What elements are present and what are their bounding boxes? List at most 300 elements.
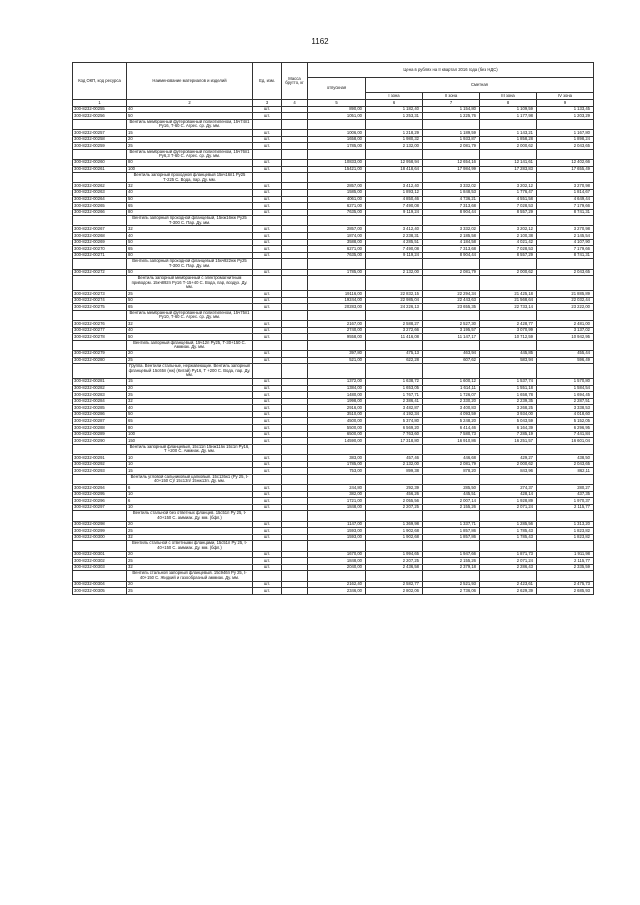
zone-3-cell: 1 858,28 — [480, 136, 537, 143]
group-description: Вентиль запорный фланцевый, 15ч12п Ру25, Т-30+150 С. Аммиак. Ду. мм. — [127, 340, 253, 350]
zone-3-cell: 1 776,47 — [480, 189, 537, 196]
mass-cell — [282, 246, 308, 253]
mass-cell — [282, 511, 308, 521]
mass-cell — [282, 113, 308, 120]
zone-2-cell: 2 379,18 — [423, 564, 480, 571]
zone-1-cell — [366, 173, 423, 183]
zone-3-cell: 3 934,00 — [480, 411, 537, 418]
zone-1-cell: 475,13 — [366, 350, 423, 357]
dn-cell: 32 — [127, 534, 253, 541]
zone-4-cell: 2 043,65 — [537, 461, 594, 468]
price-cell: 1585,00 — [308, 189, 366, 196]
zone-3-cell: 22 733,14 — [480, 304, 537, 311]
unit-cell: шт. — [253, 304, 282, 311]
zone-1-cell: 1 893,12 — [366, 189, 423, 196]
zone-1-cell: 7 490,08 — [366, 203, 423, 210]
table-row — [73, 159, 594, 166]
unit-cell: шт. — [253, 398, 282, 405]
mass-cell — [282, 149, 308, 159]
column-index: 3 — [253, 100, 282, 107]
zone-1-cell: 622,28 — [366, 357, 423, 364]
zone-2-cell: 8 904,44 — [423, 252, 480, 259]
column-index: 6 — [366, 100, 423, 107]
zone-4-cell: 6 296,95 — [537, 425, 594, 432]
dn-cell: 25 — [127, 143, 253, 150]
price-cell: 1384,00 — [308, 385, 366, 392]
group-header-row — [73, 340, 594, 350]
mass-cell — [282, 189, 308, 196]
zone-2-cell: 7 313,68 — [423, 203, 480, 210]
zone-3-cell: 1 928,89 — [480, 498, 537, 505]
code-cell — [73, 119, 127, 129]
zone-2-cell: 1 154,80 — [423, 106, 480, 113]
dn-cell: 25 — [127, 392, 253, 399]
price-cell: 2916,00 — [308, 405, 366, 412]
zone-2-cell — [423, 276, 480, 291]
mass-cell — [282, 564, 308, 571]
table-row — [73, 350, 594, 357]
zone-3-cell: 2 423,61 — [480, 581, 537, 588]
column-index: 8 — [480, 100, 537, 107]
dn-cell: 100 — [127, 431, 253, 438]
price-cell — [308, 571, 366, 581]
zone-4-cell: 2 115,77 — [537, 558, 594, 565]
unit-cell: шт. — [253, 418, 282, 425]
group-header-row — [73, 474, 594, 484]
zone-4-cell: 1 133,45 — [537, 106, 594, 113]
mass-cell — [282, 425, 308, 432]
code-cell: 300-8232-00257 — [73, 129, 127, 136]
mass-cell — [282, 334, 308, 341]
mass-cell — [282, 461, 308, 468]
table-row — [73, 189, 594, 196]
unit-cell — [253, 541, 282, 551]
zone-4-cell — [537, 340, 594, 350]
price-cell: 1372,00 — [308, 378, 366, 385]
mass-cell — [282, 558, 308, 565]
zone-4-cell — [537, 571, 594, 581]
table-row — [73, 334, 594, 341]
dn-cell: 25 — [127, 558, 253, 565]
price-cell: 1721,00 — [308, 498, 366, 505]
header-zone-4: IV зона — [537, 93, 594, 100]
zone-2-cell: 1 726,07 — [423, 392, 480, 399]
zone-3-cell: 1 785,43 — [480, 534, 537, 541]
zone-1-cell: 1 767,71 — [366, 392, 423, 399]
zone-2-cell — [423, 119, 480, 129]
price-cell: 383,00 — [308, 455, 366, 462]
price-cell: 3510,00 — [308, 411, 366, 418]
unit-cell: шт. — [253, 350, 282, 357]
zone-2-cell: 16 910,86 — [423, 438, 480, 445]
dn-cell: 15 — [127, 129, 253, 136]
zone-4-cell: 2 043,65 — [537, 269, 594, 276]
zone-3-cell — [480, 571, 537, 581]
zone-1-cell — [366, 340, 423, 350]
dn-cell: 10 — [127, 461, 253, 468]
mass-cell — [282, 239, 308, 246]
table-row — [73, 327, 594, 334]
zone-4-cell: 23 222,00 — [537, 304, 594, 311]
zone-3-cell: 1 143,21 — [480, 129, 537, 136]
table-row — [73, 438, 594, 445]
table-row — [73, 357, 594, 364]
code-cell: 300-8232-00283 — [73, 392, 127, 399]
zone-2-cell: 2 081,79 — [423, 143, 480, 150]
zone-2-cell: 2 155,26 — [423, 504, 480, 511]
zone-1-cell: 24 226,13 — [366, 304, 423, 311]
dn-cell: 25 — [127, 588, 253, 595]
mass-cell — [282, 119, 308, 129]
table-row — [73, 297, 594, 304]
mass-cell — [282, 455, 308, 462]
price-cell: 2857,00 — [308, 183, 366, 190]
zone-2-cell: 2 081,79 — [423, 461, 480, 468]
zone-1-cell — [366, 216, 423, 226]
mass-cell — [282, 136, 308, 143]
table-row — [73, 203, 594, 210]
table-row — [73, 136, 594, 143]
zone-2-cell — [423, 216, 480, 226]
unit-cell: шт. — [253, 551, 282, 558]
code-cell: 300-8232-00268 — [73, 233, 127, 240]
dn-cell: 32 — [127, 183, 253, 190]
zone-2-cell: 7 580,73 — [423, 431, 480, 438]
zone-4-cell — [537, 276, 594, 291]
zone-2-cell: 4 184,58 — [423, 239, 480, 246]
zone-2-cell: 607,62 — [423, 357, 480, 364]
unit-cell: шт. — [253, 558, 282, 565]
zone-2-cell: 6 414,46 — [423, 425, 480, 432]
dn-cell: 20 — [127, 521, 253, 528]
zone-2-cell: 3 400,83 — [423, 405, 480, 412]
code-cell: 300-8232-00296 — [73, 498, 127, 505]
mass-cell — [282, 304, 308, 311]
group-header-row — [73, 119, 594, 129]
code-cell: 300-8232-00258 — [73, 136, 127, 143]
zone-1-cell: 2 132,00 — [366, 269, 423, 276]
mass-cell — [282, 276, 308, 291]
zone-3-cell: 1 551,18 — [480, 385, 537, 392]
unit-cell: шт. — [253, 564, 282, 571]
price-cell: 1998,00 — [308, 398, 366, 405]
mass-cell — [282, 340, 308, 350]
zone-2-cell: 1 857,86 — [423, 534, 480, 541]
zone-1-cell: 5 374,80 — [366, 418, 423, 425]
mass-cell — [282, 297, 308, 304]
table-row — [73, 558, 594, 565]
mass-cell — [282, 485, 308, 492]
zone-3-cell — [480, 541, 537, 551]
price-cell: 20283,00 — [308, 304, 366, 311]
zone-3-cell: 1 785,43 — [480, 528, 537, 535]
zone-4-cell — [537, 310, 594, 320]
price-cell: 4061,00 — [308, 196, 366, 203]
table-row — [73, 291, 594, 298]
zone-4-cell: 12 402,66 — [537, 159, 594, 166]
zone-1-cell — [366, 119, 423, 129]
table-row — [73, 233, 594, 240]
code-cell: 300-8232-00276 — [73, 320, 127, 327]
zone-2-cell — [423, 364, 480, 379]
mass-cell — [282, 143, 308, 150]
mass-cell — [282, 392, 308, 399]
zone-4-cell — [537, 216, 594, 226]
price-cell — [308, 173, 366, 183]
price-cell: 19116,00 — [308, 291, 366, 298]
unit-cell: шт. — [253, 327, 282, 334]
mass-cell — [282, 411, 308, 418]
zone-1-cell: 3 482,87 — [366, 405, 423, 412]
unit-cell: шт. — [253, 203, 282, 210]
mass-cell — [282, 159, 308, 166]
unit-cell — [253, 276, 282, 291]
table-row — [73, 425, 594, 432]
mass-cell — [282, 385, 308, 392]
table-row — [73, 411, 594, 418]
zone-1-cell: 11 416,08 — [366, 334, 423, 341]
unit-cell: шт. — [253, 392, 282, 399]
zone-4-cell: 2 685,93 — [537, 588, 594, 595]
code-cell: 300-8232-00291 — [73, 455, 127, 462]
price-cell: 1480,00 — [308, 392, 366, 399]
mass-cell — [282, 468, 308, 475]
mass-cell — [282, 173, 308, 183]
price-cell: 2040,00 — [308, 564, 366, 571]
zone-1-cell: 1 902,68 — [366, 534, 423, 541]
price-cell: 7635,00 — [308, 252, 366, 259]
unit-cell: шт. — [253, 297, 282, 304]
code-cell: 300-8232-00285 — [73, 405, 127, 412]
table-row — [73, 392, 594, 399]
group-description: Вентиль запорный проходной фланцевый 15кч922нж Ру25 Т-300 С. Пар. Ду. мм. — [127, 259, 253, 269]
code-cell: 300-8232-00255 — [73, 106, 127, 113]
mass-cell — [282, 364, 308, 379]
zone-1-cell: 2 802,06 — [366, 588, 423, 595]
table-row — [73, 521, 594, 528]
unit-cell — [253, 511, 282, 521]
mass-cell — [282, 291, 308, 298]
mass-cell — [282, 327, 308, 334]
unit-cell — [253, 310, 282, 320]
group-description: Вентиль запорный проходной фланцевый 15кч16п1 Ру25 Т-225 С. Вода, пар. Ду. мм. — [127, 173, 253, 183]
zone-2-cell: 3 332,02 — [423, 226, 480, 233]
price-table — [72, 62, 594, 595]
price-cell — [308, 259, 366, 269]
zone-3-cell: 3 202,12 — [480, 183, 537, 190]
price-cell: 14590,00 — [308, 438, 366, 445]
code-cell — [73, 173, 127, 183]
zone-4-cell: 3 338,53 — [537, 405, 594, 412]
unit-cell: шт. — [253, 357, 282, 364]
group-description: Группа. Вентили стальные, нержавеющие. Вентиль запорный фланцевый 15с65п (нж) (Китай) Ру16, Т +200 С. Вода, пар. Ду. мм. — [127, 364, 253, 379]
zone-4-cell: 437,35 — [537, 491, 594, 498]
zone-3-cell: 2 000,62 — [480, 269, 537, 276]
mass-cell — [282, 498, 308, 505]
zone-1-cell: 2 207,25 — [366, 504, 423, 511]
unit-cell — [253, 340, 282, 350]
code-cell — [73, 310, 127, 320]
zone-1-cell: 2 132,00 — [366, 143, 423, 150]
dn-cell: 10 — [127, 491, 253, 498]
zone-2-cell: 23 655,35 — [423, 304, 480, 311]
zone-4-cell: 1 823,82 — [537, 534, 594, 541]
dn-cell: 10 — [127, 455, 253, 462]
mass-cell — [282, 203, 308, 210]
zone-1-cell: 2 582,77 — [366, 581, 423, 588]
header-name: Наименование материалов и изделий — [127, 63, 253, 100]
code-cell — [73, 541, 127, 551]
zone-3-cell — [480, 444, 537, 454]
code-cell — [73, 216, 127, 226]
mass-cell — [282, 183, 308, 190]
dn-cell: 6 — [127, 485, 253, 492]
mass-cell — [282, 438, 308, 445]
table-row — [73, 209, 594, 216]
price-cell: 382,00 — [308, 491, 366, 498]
table-row — [73, 113, 594, 120]
zone-1-cell: 22 985,04 — [366, 297, 423, 304]
code-cell: 300-8232-00278 — [73, 334, 127, 341]
code-cell — [73, 340, 127, 350]
zone-2-cell — [423, 340, 480, 350]
zone-3-cell: 2 629,39 — [480, 588, 537, 595]
zone-2-cell: 1 225,76 — [423, 113, 480, 120]
zone-3-cell: 583,94 — [480, 357, 537, 364]
unit-cell: шт. — [253, 405, 282, 412]
mass-cell — [282, 106, 308, 113]
zone-4-cell: 2 145,54 — [537, 233, 594, 240]
column-index-row — [73, 100, 594, 107]
zone-3-cell: 1 537,74 — [480, 378, 537, 385]
unit-cell: шт. — [253, 334, 282, 341]
price-cell: 10833,00 — [308, 159, 366, 166]
zone-3-cell: 2 071,24 — [480, 558, 537, 565]
table-row — [73, 166, 594, 173]
zone-1-cell: 2 238,31 — [366, 233, 423, 240]
dn-cell: 15 — [127, 468, 253, 475]
zone-4-cell: 10 942,95 — [537, 334, 594, 341]
zone-2-cell: 1 857,86 — [423, 528, 480, 535]
mass-cell — [282, 233, 308, 240]
unit-cell: шт. — [253, 196, 282, 203]
group-header-row — [73, 541, 594, 551]
zone-2-cell: 1 600,12 — [423, 378, 480, 385]
zone-1-cell — [366, 571, 423, 581]
price-cell: 1006,00 — [308, 129, 366, 136]
code-cell — [73, 474, 127, 484]
zone-1-cell: 7 763,60 — [366, 431, 423, 438]
zone-2-cell: 2 155,26 — [423, 558, 480, 565]
code-cell: 300-8232-00299 — [73, 528, 127, 535]
zone-1-cell — [366, 310, 423, 320]
dn-cell: 32 — [127, 226, 253, 233]
code-cell: 300-8232-00259 — [73, 143, 127, 150]
dn-cell: 50 — [127, 297, 253, 304]
zone-2-cell: 1 189,59 — [423, 129, 480, 136]
mass-cell — [282, 431, 308, 438]
dn-cell: 25 — [127, 357, 253, 364]
table-row — [73, 581, 594, 588]
mass-cell — [282, 166, 308, 173]
dn-cell: 20 — [127, 136, 253, 143]
zone-3-cell — [480, 149, 537, 159]
zone-3-cell: 21 425,18 — [480, 291, 537, 298]
code-cell: 300-8232-00286 — [73, 411, 127, 418]
dn-cell: 50 — [127, 113, 253, 120]
mass-cell — [282, 571, 308, 581]
header-release-price: отпускная — [308, 78, 366, 100]
zone-3-cell: 428,14 — [480, 491, 537, 498]
zone-1-cell: 12 958,94 — [366, 159, 423, 166]
code-cell: 300-8232-00300 — [73, 534, 127, 541]
mass-cell — [282, 551, 308, 558]
zone-3-cell: 3 268,25 — [480, 405, 537, 412]
price-cell — [308, 364, 366, 379]
group-description: Вентиль мембранный футерованный полиэтиленом, 15ч76п1 Ру6,3 Т-60 С. Агрес. ср. Ду. мм. — [127, 149, 253, 159]
price-cell: 2167,00 — [308, 320, 366, 327]
zone-2-cell: 2 330,20 — [423, 398, 480, 405]
dn-cell: 80 — [127, 209, 253, 216]
dn-cell: 80 — [127, 425, 253, 432]
mass-cell — [282, 226, 308, 233]
code-cell — [73, 444, 127, 454]
zone-1-cell: 2 207,25 — [366, 558, 423, 565]
zone-4-cell — [537, 511, 594, 521]
zone-4-cell: 2 287,51 — [537, 398, 594, 405]
table-row — [73, 405, 594, 412]
price-cell — [308, 511, 366, 521]
zone-1-cell: 9 119,24 — [366, 252, 423, 259]
zone-1-cell: 18 418,64 — [366, 166, 423, 173]
price-cell — [308, 541, 366, 551]
code-cell: 300-8232-00295 — [73, 491, 127, 498]
unit-cell: шт. — [253, 461, 282, 468]
price-cell: 1593,00 — [308, 534, 366, 541]
dn-cell: 32 — [127, 398, 253, 405]
price-cell: 19244,00 — [308, 297, 366, 304]
code-cell: 300-8232-00289 — [73, 431, 127, 438]
group-description: Вентиль запорный фланцевый, 15с11п 15нж11бк 15с1п Ру16, Т +200 С. Аммиак. Ду. мм. — [127, 444, 253, 454]
zone-2-cell: 8 904,44 — [423, 209, 480, 216]
code-cell: 300-8232-00264 — [73, 196, 127, 203]
unit-cell: шт. — [253, 113, 282, 120]
unit-cell: шт. — [253, 159, 282, 166]
zone-4-cell — [537, 444, 594, 454]
code-cell: 300-8232-00274 — [73, 297, 127, 304]
price-cell: 1658,00 — [308, 136, 366, 143]
group-header-row — [73, 173, 594, 183]
price-cell: 2346,00 — [308, 588, 366, 595]
zone-3-cell: 2 239,35 — [480, 398, 537, 405]
zone-3-cell: 843,96 — [480, 468, 537, 475]
table-row — [73, 183, 594, 190]
price-cell: 890,00 — [308, 106, 366, 113]
unit-cell: шт. — [253, 498, 282, 505]
zone-2-cell: 445,51 — [423, 491, 480, 498]
zone-1-cell: 1 653,05 — [366, 385, 423, 392]
zone-1-cell: 1 218,29 — [366, 129, 423, 136]
zone-2-cell: 463,94 — [423, 350, 480, 357]
code-cell: 300-8232-00284 — [73, 398, 127, 405]
zone-4-cell: 1 970,37 — [537, 498, 594, 505]
price-cell — [308, 474, 366, 484]
code-cell: 300-8232-00290 — [73, 438, 127, 445]
unit-cell: шт. — [253, 252, 282, 259]
dn-cell: 100 — [127, 166, 253, 173]
code-cell — [73, 259, 127, 269]
table-row — [73, 252, 594, 259]
